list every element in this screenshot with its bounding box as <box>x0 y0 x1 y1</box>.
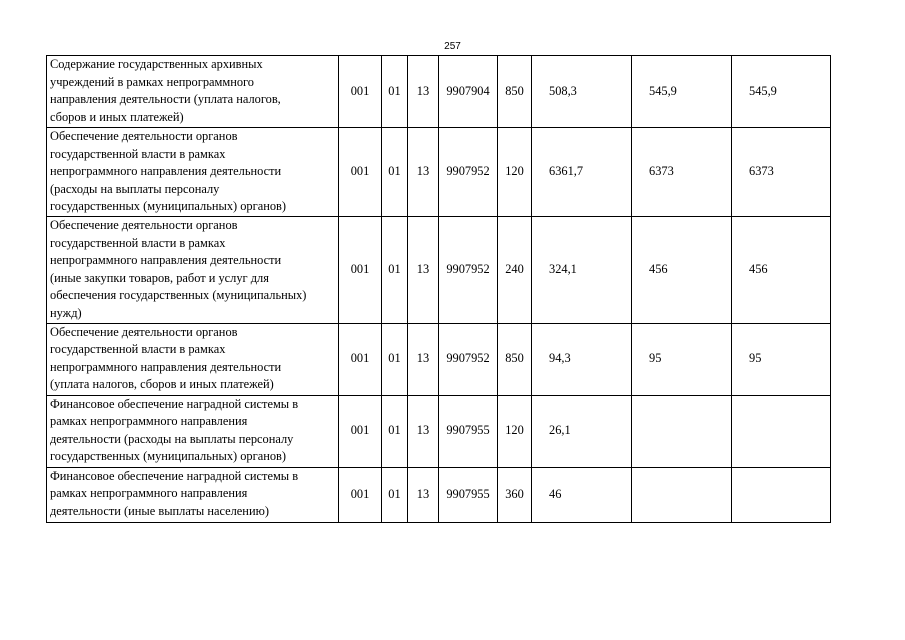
section-code-cell: 01 <box>382 323 408 395</box>
amount-cell-2: 6373 <box>632 128 732 217</box>
description-line: сборов и иных платежей) <box>50 109 184 124</box>
description-line: обеспечения государственных (муниципальных) <box>50 288 307 303</box>
amount-cell-3: 95 <box>732 323 831 395</box>
amount-cell-1: 46 <box>532 467 632 522</box>
subsection-code-cell: 13 <box>408 395 439 467</box>
ministry-code-cell: 001 <box>339 323 382 395</box>
expense-type-cell: 850 <box>498 323 532 395</box>
expense-type-cell: 360 <box>498 467 532 522</box>
amount-cell-1: 6361,7 <box>532 128 632 217</box>
description-line: деятельности (расходы на выплаты персоналу <box>50 431 294 446</box>
section-code-cell: 01 <box>382 128 408 217</box>
target-code-cell: 9907955 <box>439 395 498 467</box>
description-line: рамках непрограммного направления <box>50 486 248 501</box>
amount-cell-1: 508,3 <box>532 56 632 128</box>
row-description <box>47 323 339 395</box>
amount-cell-1: 26,1 <box>532 395 632 467</box>
target-code-cell: 9907904 <box>439 56 498 128</box>
row-description <box>47 217 339 324</box>
ministry-code-cell: 001 <box>339 395 382 467</box>
expense-type-cell: 850 <box>498 56 532 128</box>
row-description <box>47 128 339 217</box>
amount-cell-3 <box>732 467 831 522</box>
amount-cell-3: 456 <box>732 217 831 324</box>
ministry-code-cell: 001 <box>339 56 382 128</box>
description-line: (расходы на выплаты персоналу <box>50 181 220 196</box>
subsection-code-cell: 13 <box>408 217 439 324</box>
description-line: Обеспечение деятельности органов <box>50 324 238 339</box>
target-code-cell: 9907955 <box>439 467 498 522</box>
table-row <box>47 467 831 522</box>
description-line: непрограммного направления деятельности <box>50 359 282 374</box>
description-line: непрограммного направления деятельности <box>50 164 282 179</box>
page-number: 257 <box>444 41 461 52</box>
ministry-code-cell: 001 <box>339 217 382 324</box>
description-line: Содержание государственных архивных <box>50 57 263 71</box>
description-line: Финансовое обеспечение наградной системы в <box>50 468 299 483</box>
description-line: государственных (муниципальных) органов) <box>50 199 287 214</box>
amount-cell-2: 95 <box>632 323 732 395</box>
description-line: рамках непрограммного направления <box>50 414 248 429</box>
description-line: (иные закупки товаров, работ и услуг для <box>50 270 269 285</box>
subsection-code-cell: 13 <box>408 323 439 395</box>
amount-cell-3 <box>732 395 831 467</box>
subsection-code-cell: 13 <box>408 128 439 217</box>
amount-cell-2: 545,9 <box>632 56 732 128</box>
table-row <box>47 128 831 217</box>
amount-cell-2: 456 <box>632 217 732 324</box>
description-line: Обеспечение деятельности органов <box>50 129 238 143</box>
description-line: учреждений в рамках непрограммного <box>50 74 254 89</box>
description-line: деятельности (иные выплаты населению) <box>50 503 269 518</box>
table-row <box>47 56 831 128</box>
description-line: Финансовое обеспечение наградной системы в <box>50 396 299 411</box>
target-code-cell: 9907952 <box>439 128 498 217</box>
budget-table <box>46 55 831 523</box>
description-line: направления деятельности (уплата налогов, <box>50 92 281 107</box>
description-line: государственной власти в рамках <box>50 235 226 250</box>
description-line: государственной власти в рамках <box>50 146 226 161</box>
table-body <box>47 56 831 523</box>
target-code-cell: 9907952 <box>439 323 498 395</box>
table-row <box>47 395 831 467</box>
section-code-cell: 01 <box>382 56 408 128</box>
amount-cell-3: 545,9 <box>732 56 831 128</box>
description-line: (уплата налогов, сборов и иных платежей) <box>50 377 274 392</box>
section-code-cell: 01 <box>382 217 408 324</box>
amount-cell-2 <box>632 395 732 467</box>
description-line: государственной власти в рамках <box>50 342 226 357</box>
expense-type-cell: 120 <box>498 395 532 467</box>
expense-type-cell: 120 <box>498 128 532 217</box>
row-description <box>47 467 339 522</box>
target-code-cell: 9907952 <box>439 217 498 324</box>
row-description <box>47 56 339 128</box>
table-row <box>47 217 831 324</box>
row-description <box>47 395 339 467</box>
expense-type-cell: 240 <box>498 217 532 324</box>
ministry-code-cell: 001 <box>339 128 382 217</box>
amount-cell-1: 324,1 <box>532 217 632 324</box>
description-line: непрограммного направления деятельности <box>50 253 282 268</box>
table-row <box>47 323 831 395</box>
amount-cell-1: 94,3 <box>532 323 632 395</box>
section-code-cell: 01 <box>382 467 408 522</box>
ministry-code-cell: 001 <box>339 467 382 522</box>
description-line: государственных (муниципальных) органов) <box>50 449 287 464</box>
section-code-cell: 01 <box>382 395 408 467</box>
description-line: нужд) <box>50 305 82 320</box>
subsection-code-cell: 13 <box>408 467 439 522</box>
subsection-code-cell: 13 <box>408 56 439 128</box>
amount-cell-2 <box>632 467 732 522</box>
amount-cell-3: 6373 <box>732 128 831 217</box>
description-line: Обеспечение деятельности органов <box>50 218 238 232</box>
